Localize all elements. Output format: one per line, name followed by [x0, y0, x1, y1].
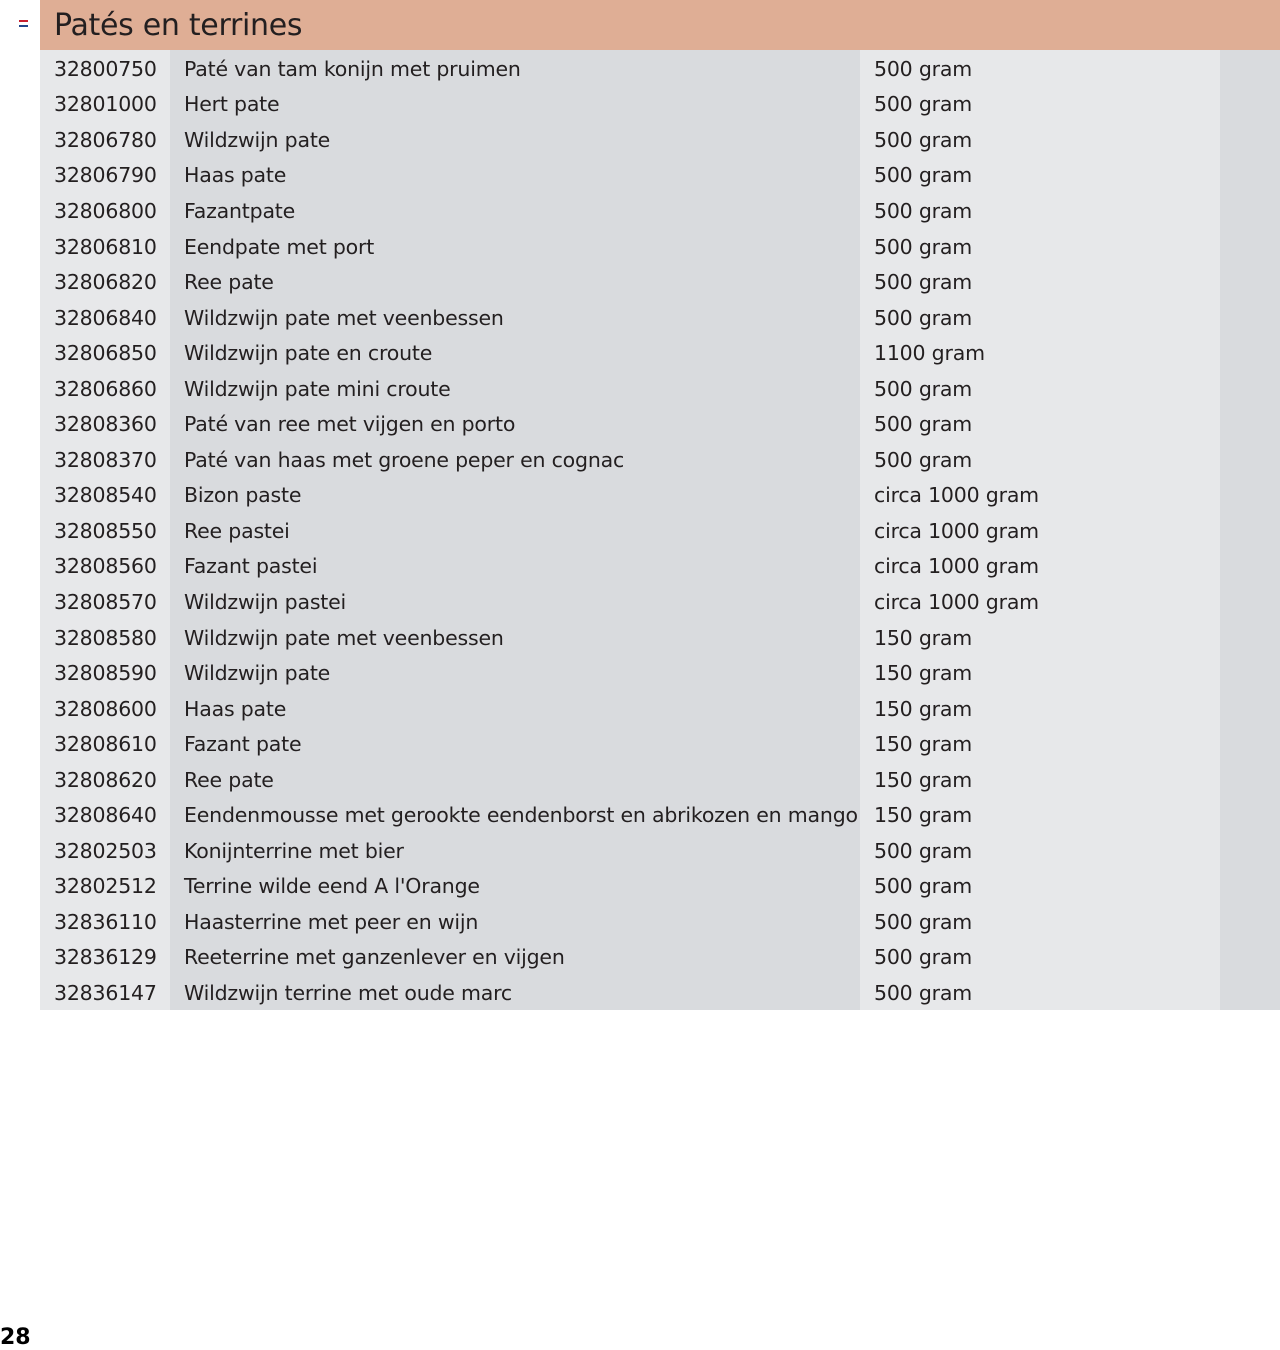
product-description: Terrine wilde eend A l'Orange [184, 874, 480, 899]
product-code: 32808590 [54, 661, 157, 686]
table-row [40, 442, 1220, 478]
table-row [40, 797, 1220, 833]
product-description: Wildzwijn pate [184, 661, 331, 686]
section-title: Patés en terrines [54, 7, 303, 43]
table-row [40, 513, 1220, 549]
product-weight: 150 gram [874, 696, 973, 721]
table-row [40, 940, 1220, 976]
product-description: Hert pate [184, 92, 280, 117]
product-code: 32808370 [54, 447, 157, 472]
table-row [40, 762, 1220, 798]
product-code: 32808540 [54, 483, 157, 508]
table-row [40, 406, 1220, 442]
product-code: 32808600 [54, 696, 157, 721]
product-description: Haas pate [184, 163, 287, 188]
product-code: 32806810 [54, 234, 157, 259]
section-header [40, 0, 1280, 50]
table-row [40, 87, 1220, 123]
product-weight: circa 1000 gram [874, 554, 1039, 579]
product-code: 32801000 [54, 92, 157, 117]
product-description: Eendenmousse met gerookte eendenborst en abrikozen en mango [184, 803, 858, 828]
product-code: 32806860 [54, 376, 157, 401]
product-code: 32806850 [54, 341, 157, 366]
product-description: Wildzwijn pate met veenbessen [184, 625, 504, 650]
product-description: Wildzwijn pate [184, 127, 331, 152]
product-weight: 500 gram [874, 447, 973, 472]
product-weight: 500 gram [874, 376, 973, 401]
product-weight: 500 gram [874, 270, 973, 295]
table-row [40, 300, 1220, 336]
table-row [40, 122, 1220, 158]
product-description: Wildzwijn pate met veenbessen [184, 305, 504, 330]
product-description: Ree pate [184, 270, 274, 295]
product-weight: 500 gram [874, 980, 973, 1005]
table-row [40, 229, 1220, 265]
product-code: 32806790 [54, 163, 157, 188]
extra-column [1220, 50, 1280, 1010]
product-code: 32808640 [54, 803, 157, 828]
product-description: Wildzwijn pastei [184, 589, 347, 614]
table-row [40, 158, 1220, 194]
product-description: Fazant pastei [184, 554, 318, 579]
product-weight: 150 gram [874, 803, 973, 828]
product-weight: 500 gram [874, 838, 973, 863]
product-code: 32808360 [54, 412, 157, 437]
product-weight: 150 gram [874, 732, 973, 757]
table-row [40, 51, 1220, 87]
product-code: 32808570 [54, 589, 157, 614]
product-weight: 500 gram [874, 874, 973, 899]
product-description: Paté van haas met groene peper en cognac [184, 447, 625, 472]
product-description: Ree pastei [184, 518, 290, 543]
product-table [40, 51, 1220, 1011]
product-weight: 150 gram [874, 661, 973, 686]
product-code: 32836129 [54, 945, 157, 970]
product-description: Bizon paste [184, 483, 302, 508]
product-description: Ree pate [184, 767, 274, 792]
product-code: 32836147 [54, 980, 157, 1005]
table-row [40, 904, 1220, 940]
product-weight: 500 gram [874, 234, 973, 259]
product-weight: circa 1000 gram [874, 518, 1039, 543]
table-row [40, 335, 1220, 371]
table-row [40, 655, 1220, 691]
product-weight: 500 gram [874, 412, 973, 437]
table-row [40, 833, 1220, 869]
product-weight: 500 gram [874, 305, 973, 330]
product-weight: circa 1000 gram [874, 483, 1039, 508]
product-code: 32808580 [54, 625, 157, 650]
product-description: Haas pate [184, 696, 287, 721]
product-code: 32808560 [54, 554, 157, 579]
product-code: 32802503 [54, 838, 157, 863]
product-code: 32836110 [54, 909, 157, 934]
product-weight: 500 gram [874, 56, 973, 81]
product-description: Wildzwijn pate en croute [184, 341, 433, 366]
product-code: 32808610 [54, 732, 157, 757]
table-row [40, 975, 1220, 1011]
product-description: Reeterrine met ganzenlever en vijgen [184, 945, 565, 970]
table-row [40, 691, 1220, 727]
product-description: Paté van ree met vijgen en porto [184, 412, 516, 437]
product-weight: 1100 gram [874, 341, 985, 366]
table-row [40, 264, 1220, 300]
product-description: Paté van tam konijn met pruimen [184, 56, 521, 81]
product-description: Konijnterrine met bier [184, 838, 404, 863]
product-description: Fazantpate [184, 198, 296, 223]
table-row [40, 869, 1220, 905]
product-code: 32806840 [54, 305, 157, 330]
product-weight: 500 gram [874, 909, 973, 934]
product-description: Haasterrine met peer en wijn [184, 909, 479, 934]
product-weight: 150 gram [874, 767, 973, 792]
product-code: 32806780 [54, 127, 157, 152]
product-code: 32806800 [54, 198, 157, 223]
table-row [40, 726, 1220, 762]
product-code: 32808620 [54, 767, 157, 792]
product-description: Eendpate met port [184, 234, 375, 259]
table-row [40, 620, 1220, 656]
table-row [40, 371, 1220, 407]
product-weight: 500 gram [874, 127, 973, 152]
product-weight: 150 gram [874, 625, 973, 650]
product-description: Fazant pate [184, 732, 302, 757]
product-description: Wildzwijn pate mini croute [184, 376, 451, 401]
product-code: 32808550 [54, 518, 157, 543]
table-row [40, 549, 1220, 585]
product-weight: circa 1000 gram [874, 589, 1039, 614]
table-row [40, 478, 1220, 514]
product-weight: 500 gram [874, 945, 973, 970]
product-code: 32800750 [54, 56, 157, 81]
product-code: 32806820 [54, 270, 157, 295]
dutch-flag-icon [19, 20, 28, 27]
product-weight: 500 gram [874, 198, 973, 223]
product-weight: 500 gram [874, 92, 973, 117]
table-row [40, 193, 1220, 229]
table-row [40, 584, 1220, 620]
product-code: 32802512 [54, 874, 157, 899]
product-weight: 500 gram [874, 163, 973, 188]
page-number: 28 [0, 1325, 31, 1350]
product-description: Wildzwijn terrine met oude marc [184, 980, 513, 1005]
